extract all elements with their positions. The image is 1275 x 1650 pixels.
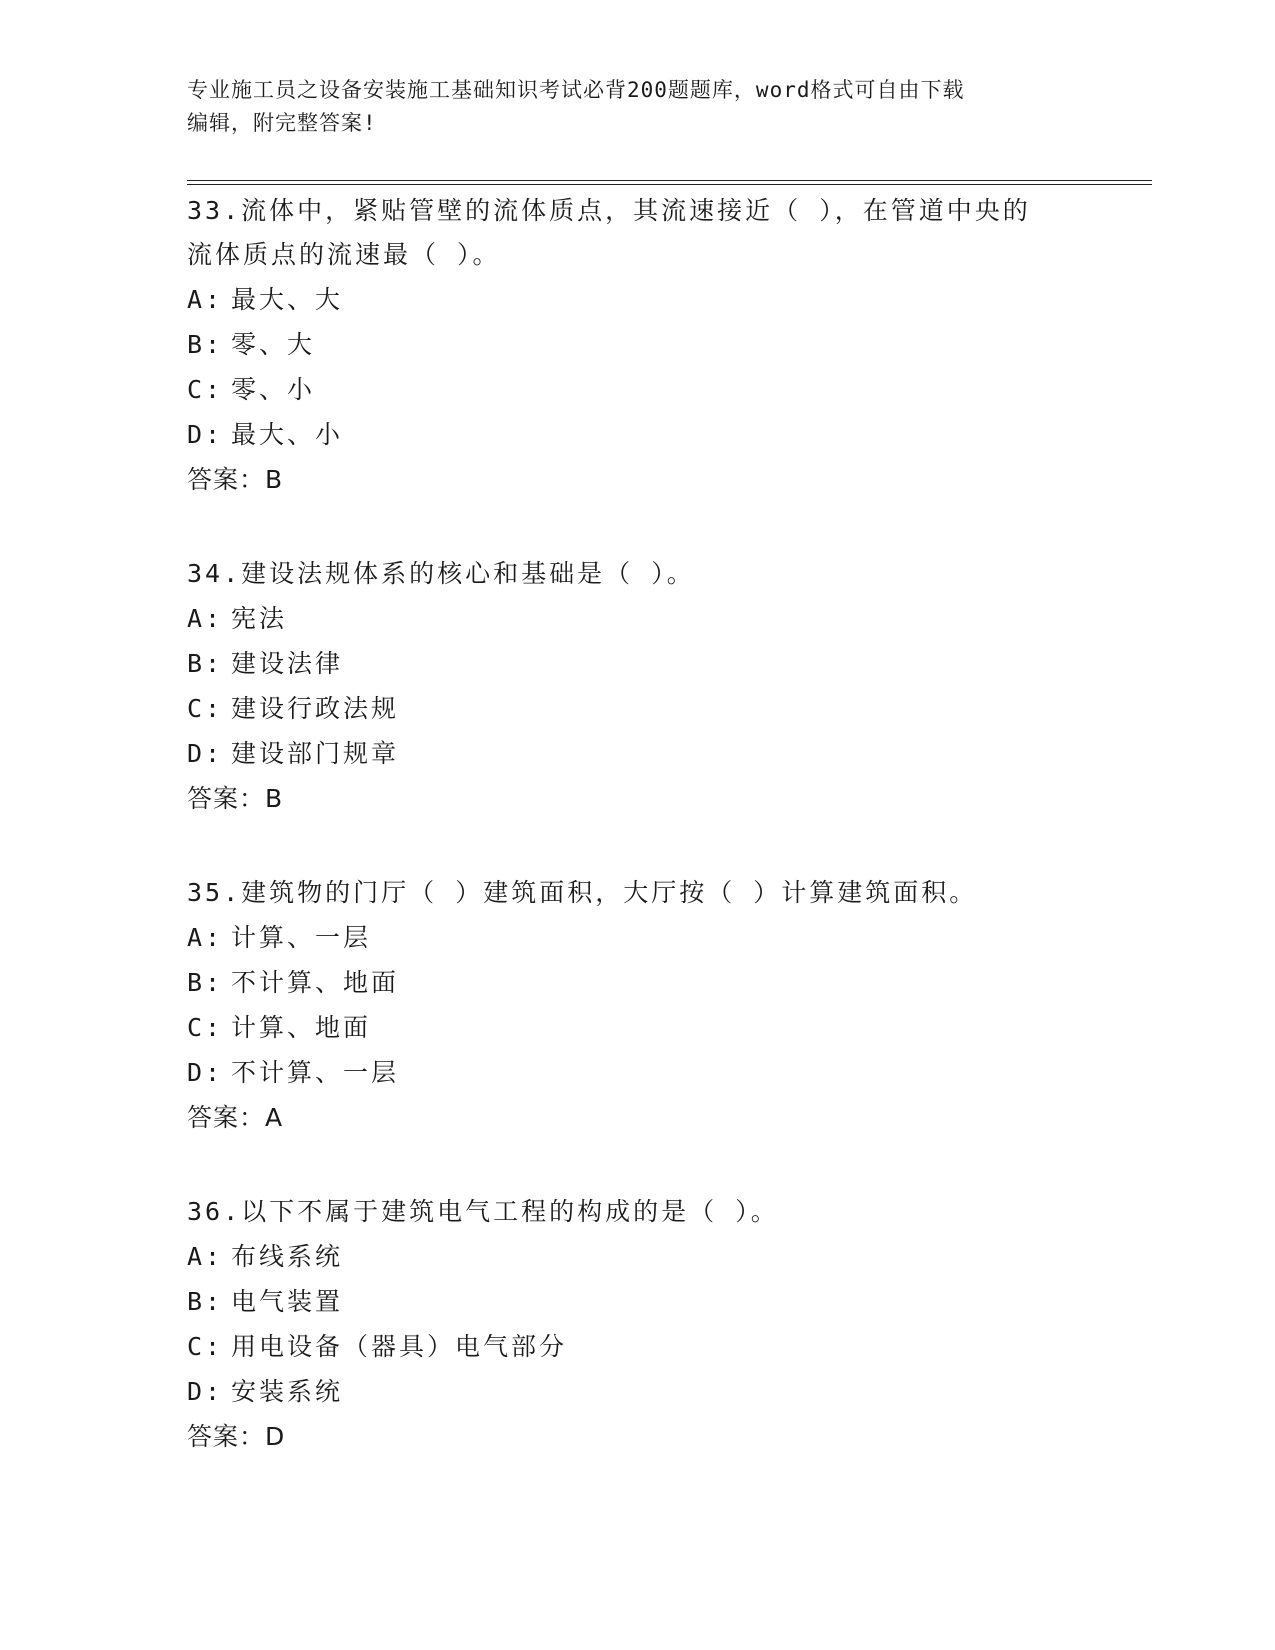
option-text: 计算、地面 [231, 1013, 372, 1042]
question-stem [187, 189, 1067, 277]
header-line-1: 专业施工员之设备安装施工基础知识考试必背200题题库，word格式可自由下载 [187, 78, 965, 102]
option-text: 建设法律 [231, 649, 344, 678]
option-key: D: [187, 420, 224, 449]
option-text: 建设部门规章 [231, 739, 400, 768]
question-stem-line: 36.以下不属于建筑电气工程的构成的是（ ）。 [187, 1197, 779, 1226]
answer-line: 答案：B [187, 784, 284, 813]
header-divider [187, 180, 1152, 185]
option-text: 零、小 [231, 375, 316, 404]
option-text: 布线系统 [231, 1242, 344, 1271]
question-36 [187, 1190, 1152, 1460]
option-b [187, 641, 1152, 686]
question-35 [187, 871, 1152, 1141]
option-key: A: [187, 1242, 224, 1271]
option-c [187, 1324, 1152, 1369]
question-stem [187, 871, 1067, 915]
option-c [187, 1005, 1152, 1050]
option-key: A: [187, 285, 224, 314]
option-key: B: [187, 649, 224, 678]
option-text: 零、大 [231, 330, 316, 359]
option-key: A: [187, 923, 224, 952]
option-key: B: [187, 330, 224, 359]
option-d [187, 1369, 1152, 1414]
option-a [187, 1234, 1152, 1279]
option-text: 计算、一层 [231, 923, 372, 952]
question-stem-line: 34.建设法规体系的核心和基础是（ ）。 [187, 559, 695, 588]
option-text: 建设行政法规 [231, 694, 400, 723]
option-key: B: [187, 968, 224, 997]
option-a [187, 596, 1152, 641]
document-header [187, 74, 1087, 140]
option-a [187, 277, 1152, 322]
option-text: 最大、大 [231, 285, 344, 314]
option-text: 电气装置 [231, 1287, 344, 1316]
answer-line: 答案：B [187, 465, 284, 494]
option-key: D: [187, 1058, 224, 1087]
question-stem-line: 流体质点的流速最（ ）。 [187, 240, 501, 269]
option-b [187, 322, 1152, 367]
option-key: D: [187, 1377, 224, 1406]
option-text: 宪法 [231, 604, 288, 633]
option-c [187, 367, 1152, 412]
question-stem [187, 1190, 1067, 1234]
option-key: B: [187, 1287, 224, 1316]
option-b [187, 960, 1152, 1005]
header-line-2: 编辑，附完整答案! [187, 111, 377, 135]
option-text: 不计算、地面 [231, 968, 400, 997]
option-text: 最大、小 [231, 420, 344, 449]
question-33 [187, 189, 1152, 503]
option-d [187, 1050, 1152, 1095]
answer-line: 答案：A [187, 1103, 284, 1132]
option-key: A: [187, 604, 224, 633]
option-a [187, 915, 1152, 960]
option-key: C: [187, 375, 224, 404]
option-key: C: [187, 1332, 224, 1361]
answer-line: 答案：D [187, 1422, 286, 1451]
option-key: C: [187, 694, 224, 723]
question-stem-line: 35.建筑物的门厅（ ）建筑面积，大厅按（ ）计算建筑面积。 [187, 878, 978, 907]
option-text: 用电设备（器具）电气部分 [231, 1332, 568, 1361]
option-d [187, 731, 1152, 776]
option-b [187, 1279, 1152, 1324]
question-stem [187, 552, 1067, 596]
option-d [187, 412, 1152, 457]
option-key: D: [187, 739, 224, 768]
option-text: 安装系统 [231, 1377, 344, 1406]
question-stem-line: 33.流体中，紧贴管壁的流体质点，其流速接近（ ），在管道中央的 [187, 196, 1031, 225]
option-key: C: [187, 1013, 224, 1042]
option-text: 不计算、一层 [231, 1058, 400, 1087]
option-c [187, 686, 1152, 731]
question-34 [187, 552, 1152, 822]
